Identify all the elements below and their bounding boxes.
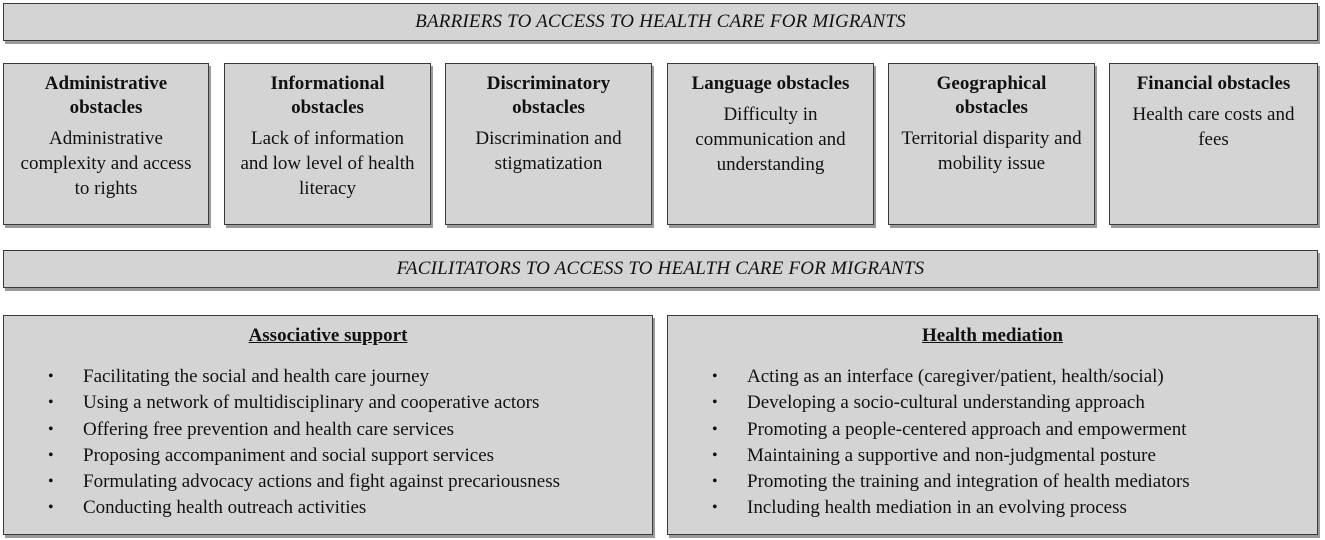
obstacle-description: Discrimination and stigmatization (475, 128, 622, 174)
bullet-icon: • (48, 446, 54, 464)
obstacle-title: Administrative obstacles (44, 73, 168, 118)
obstacle-description: Health care costs and fees (1132, 104, 1295, 150)
facilitators-banner-text: FACILITATORS TO ACCESS TO HEALTH CARE FOR MIGRANTS (396, 258, 925, 279)
bullet-icon: • (48, 473, 54, 491)
bullet-icon: • (48, 420, 54, 438)
list-item (4, 390, 652, 416)
obstacle-description: Lack of information and low level of health literacy (240, 128, 415, 199)
obstacle-description: Difficulty in communication and understanding (695, 104, 846, 175)
bullet-icon: • (712, 394, 718, 412)
list-item (4, 364, 652, 390)
obstacle-description: Administrative complexity and access to rights (20, 128, 192, 199)
obstacle-title: Financial obstacles (1136, 73, 1291, 94)
financial-obstacles-box (1109, 63, 1318, 225)
bullet-icon: • (48, 368, 54, 385)
list-item-text: Using a network of multidisciplinary and cooperative actors (83, 392, 540, 414)
obstacle-title: Informational obstacles (270, 73, 385, 118)
obstacle-title: Language obstacles (691, 73, 850, 94)
list-item-text: Proposing accompaniment and social support services (83, 444, 495, 466)
list-item-text: Facilitating the social and health care journey (83, 366, 430, 387)
bullet-icon: • (712, 368, 718, 385)
list-item (668, 443, 1317, 469)
list-item (4, 417, 652, 443)
panel-title: Health mediation (922, 325, 1063, 346)
facilitators-banner (3, 250, 1318, 288)
list-item (668, 417, 1317, 443)
list-item-text: Conducting health outreach activities (83, 497, 367, 519)
bullet-icon: • (48, 394, 54, 412)
list-item (4, 443, 652, 469)
associative-support-panel (3, 315, 653, 535)
obstacle-title: Geographical obstacles (936, 73, 1047, 118)
list-item-text: Offering free prevention and health care services (83, 418, 455, 440)
barriers-banner (3, 3, 1318, 41)
bullet-icon: • (712, 420, 718, 438)
list-item (668, 390, 1317, 416)
health-mediation-list (668, 364, 1317, 522)
list-item (668, 495, 1317, 521)
list-item-text: Developing a socio-cultural understanding approach (747, 392, 1145, 414)
list-item-text: Including health mediation in an evolving process (747, 497, 1127, 519)
informational-obstacles-box (224, 63, 431, 225)
bullet-icon: • (712, 499, 718, 517)
obstacle-description: Territorial disparity and mobility issue (901, 128, 1082, 174)
list-item-text: Promoting a people-centered approach and empowerment (747, 418, 1187, 440)
barriers-banner-text: BARRIERS TO ACCESS TO HEALTH CARE FOR MIGRANTS (415, 11, 906, 32)
associative-support-list (4, 364, 652, 522)
list-item (4, 469, 652, 495)
bullet-icon: • (48, 499, 54, 517)
list-item (668, 469, 1317, 495)
list-item-text: Acting as an interface (caregiver/patient, health/social) (747, 366, 1164, 387)
list-item-text: Maintaining a supportive and non-judgmental posture (747, 444, 1156, 466)
language-obstacles-box (667, 63, 874, 225)
discriminatory-obstacles-box (445, 63, 652, 225)
list-item-text: Formulating advocacy actions and fight against precariousness (83, 471, 560, 493)
administrative-obstacles-box (3, 63, 209, 225)
obstacle-title: Discriminatory obstacles (486, 73, 611, 118)
panel-title: Associative support (248, 325, 408, 346)
list-item (668, 364, 1317, 390)
bullet-icon: • (712, 446, 718, 464)
geographical-obstacles-box (888, 63, 1095, 225)
list-item-text: Promoting the training and integration of health mediators (747, 471, 1190, 493)
health-mediation-panel (667, 315, 1318, 535)
bullet-icon: • (712, 473, 718, 491)
list-item (4, 495, 652, 521)
